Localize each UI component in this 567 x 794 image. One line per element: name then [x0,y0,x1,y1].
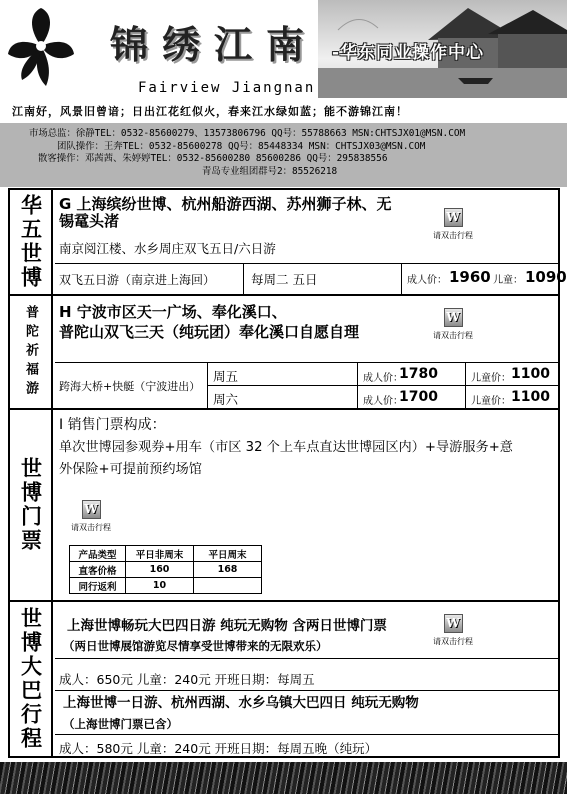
table-row [70,562,262,578]
adult-price-fri: 1780 [399,366,438,382]
word-doc-icon: W [82,500,101,519]
ticket-price-table [69,545,262,594]
section-side-label: 世博大巴行程 [10,602,53,756]
child-price-label: 儿童： [493,275,523,286]
table-cell [194,578,262,594]
section-huawu-expo [10,190,567,296]
table-cell: 160 [126,562,194,578]
table-header-cell: 平日非周末 [126,546,194,562]
table-cell: 10 [126,578,194,594]
contact-qq-group: 青岛专业组团群号2：85526218 [202,165,338,177]
table-cell: 168 [194,562,262,578]
bus-tour-price: 成人：580元 儿童：240元 开班日期：每周五晚（纯玩） [59,741,378,756]
section-side-label: 普陀祈福游 [10,296,53,408]
word-doc-icon: W [444,208,463,227]
adult-price-label: 成人价： [407,275,447,286]
adult-price: 1960 [449,268,491,286]
itinerary-frame [8,188,567,758]
contact-group-operation: 团队操作：王奔TEL：0532-85600278 QQ号：85448334 MSN：CHTSJX03@MSN.COM [57,140,426,152]
decorative-footer-band [0,762,567,794]
table-header-cell: 平日周末 [194,546,262,562]
word-doc-icon: W [444,308,463,327]
bus-tour-price: 成人：650元 儿童：240元 开班日期：每周五 [59,672,315,687]
itinerary-doc-link[interactable]: W 请双击行程 [433,616,473,646]
section-side-label: 华五世博 [10,190,53,294]
itinerary-doc-link[interactable]: W 请双击行程 [71,502,111,532]
table-row [70,578,262,594]
table-cell: 直客价格 [70,562,126,578]
header-slogan: 江南好，风景旧曾谙；日出江花红似火，春来江水绿如蓝；能不游锦江南！ [12,105,408,118]
child-price-fri: 1100 [511,366,550,382]
contact-individual-operation: 散客操作：邓茜茜、朱婷婷TEL：0532-85600280 85600286 QQ号：295838556 [38,153,388,165]
section-expo-tickets [10,410,558,602]
ticket-desc-line2: 外保险+可提前预约场馆 [59,462,202,477]
itinerary-doc-link[interactable]: W 请双击行程 [433,210,473,240]
section-putuo-blessing [10,296,558,410]
word-doc-icon: W [444,614,463,633]
adult-price-label: 成人价： [363,396,403,407]
contact-info [0,123,567,187]
ticket-desc-line1: 单次世博园参观券+用车（市区 32 个上车点直达世博园区内）+导游服务+意 [59,440,513,455]
section-side-label: 世博门票 [10,410,53,600]
bus-tour-title: 上海世博畅玩大巴四日游 纯玩无购物 含两日世博门票 [67,618,387,634]
page-header [0,0,567,123]
contact-market-director: 市场总监：徐静TEL：0532-85600279、13573806796 QQ号：55788663 MSN:CHTSJX01@MSN.COM [29,128,466,139]
departure-day-fri: 周五 [213,369,239,384]
child-price-label: 儿童价： [471,373,511,384]
table-header-cell: 产品类型 [70,546,126,562]
bus-tour-subtitle: （两日世博展馆游览尽情享受世博带来的无限欢乐） [63,639,328,653]
route-subtitle: 南京阅江楼、水乡周庄双飞五日/六日游 [59,241,276,256]
brand-english-name: Fairview Jiangnan [138,80,316,96]
flower-logo-icon [8,8,74,86]
child-price: 1090 [525,268,567,286]
child-price-sat: 1100 [511,389,550,405]
adult-price-sat: 1700 [399,389,438,405]
bus-tour-title: 上海世博一日游、杭州西湖、水乡乌镇大巴四日 纯玩无购物 [63,695,419,711]
route-transport: 双飞五日游（南京进上海回） [59,273,216,287]
ticket-title: I 销售门票构成： [59,417,166,433]
itinerary-doc-link[interactable]: W 请双击行程 [433,310,473,340]
child-price-label: 儿童价： [471,396,511,407]
route-transport: 跨海大桥+快艇（宁波进出） [59,380,201,393]
header-subtitle: -华东同业操作中心 [332,43,485,63]
departure-days: 每周二 五日 [251,272,318,287]
route-title: G 上海缤纷世博、杭州船游西湖、苏州狮子林、无锡鼋头渚 [59,195,392,230]
bus-tour-subtitle: （上海世博门票已含） [63,717,178,731]
table-cell: 同行返利 [70,578,126,594]
adult-price-label: 成人价： [363,373,403,384]
table-header-row [70,546,262,562]
route-title-line1: H 宁波市区天一广场、奉化溪口、 [59,303,287,321]
brand-name: 锦绣江南 [110,22,319,67]
route-title-line2: 普陀山双飞三天（纯玩团）奉化溪口自愿自理 [59,323,360,341]
section-expo-bus-tours [10,602,558,756]
departure-day-sat: 周六 [213,392,239,407]
